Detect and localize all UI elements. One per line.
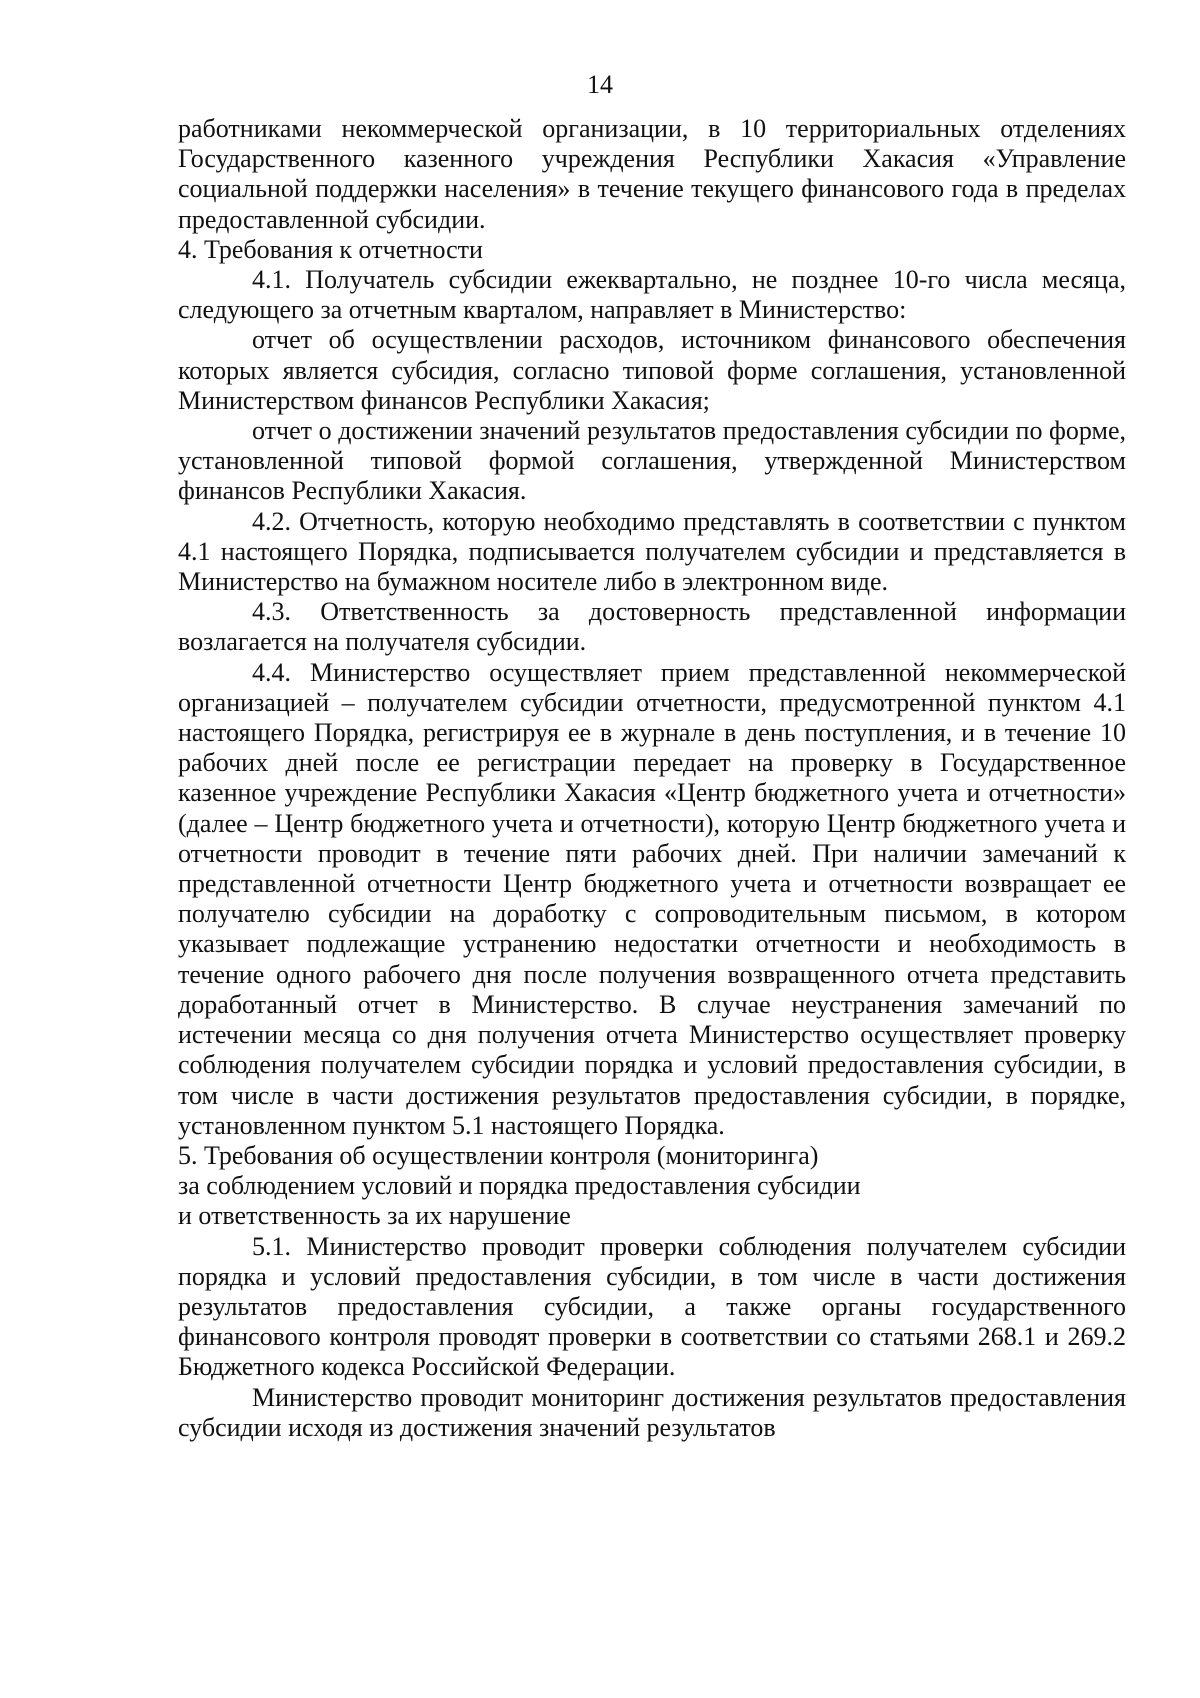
paragraph-4-1-item-2: отчет о достижении значений результатов предоставления субсидии по форме, установленной типовой формой соглашения, утвержденной Министерством финансов Республики Хакасия. (178, 416, 1126, 506)
section-4-heading: 4. Требования к отчетности (178, 234, 483, 264)
paragraph-4-2: 4.2. Отчетность, которую необходимо представлять в соответствии с пунктом 4.1 настоящего Порядка, подписывается получателем субсидии и представляется в Министерство на бумажном носителе либо в электронном виде. (178, 506, 1126, 597)
paragraph-4-3: 4.3. Ответственность за достоверность представленной информации возлагается на получателя субсидии. (178, 597, 1126, 657)
section-5-heading-line-3: и ответственность за их нарушение (178, 1201, 571, 1231)
section-5-heading-line-1: 5. Требования об осуществлении контроля (мониторинга) (178, 1140, 819, 1170)
section-5-heading (178, 1141, 1126, 1232)
paragraph-5-1: 5.1. Министерство проводит проверки соблюдения получателем субсидии порядка и условий предоставления субсидии, в том числе в части достижения результатов предоставления субсидии, а также органы государственного финансового контроля проводят проверки в соответствии со статьями 268.1 и 269.2 Бюджетного кодекса Российской Федерации. (178, 1231, 1126, 1382)
paragraph-4-4: 4.4. Министерство осуществляет прием представленной некоммерческой организацией – получателем субсидии отчетности, предусмотренной пунктом 4.1 настоящего Порядка, регистрируя ее в журнале в день поступления, и в течение 10 рабочих дней после ее регистрации передает на проверку в Государственное казенное учреждение Республики Хакасия «Центр бюджетного учета и отчетности» (далее – Центр бюджетного учета и отчетности), которую Центр бюджетного учета и отчетности проводит в течение пяти рабочих дней. При наличии замечаний к представленной отчетности Центр бюджетного учета и отчетности возвращает ее получателю субсидии на доработку с сопроводительным письмом, в котором указывает подлежащие устранению недостатки отчетности и необходимость в течение одного рабочего дня после получения возвращенного отчета представить доработанный отчет в Министерство. В случае неустранения замечаний по истечении месяца со дня получения отчета Министерство осуществляет проверку соблюдения получателем субсидии порядка и условий предоставления субсидии, в том числе в части достижения результатов предоставления субсидии, в порядке, установленном пунктом 5.1 настоящего Порядка. (178, 657, 1126, 1140)
paragraph-4-1-item-1: отчет об осуществлении расходов, источником финансового обеспечения которых является субсидия, согласно типовой форме соглашения, установленной Министерством финансов Республики Хакасия; (178, 325, 1126, 415)
paragraph-4-1: 4.1. Получатель субсидии ежеквартально, не позднее 10-го числа месяца, следующего за отчетным кварталом, направляет в Министерство: (178, 265, 1126, 325)
paragraph-continuation: работниками некоммерческой организации, в 10 территориальных отделениях Государственного казенного учреждения Республики Хакасия «Управление социальной поддержки населения» в течение текущего финансового года в пределах предоставленной субсидии. (178, 114, 1126, 234)
paragraph-5-1-monitoring: Министерство проводит мониторинг достижения результатов предоставления субсидии исходя из достижения значений результатов (178, 1382, 1126, 1442)
document-body (178, 114, 1126, 1443)
page-number: 14 (587, 70, 613, 99)
section-5-heading-line-2: за соблюдением условий и порядка предоставления субсидии (178, 1171, 861, 1201)
